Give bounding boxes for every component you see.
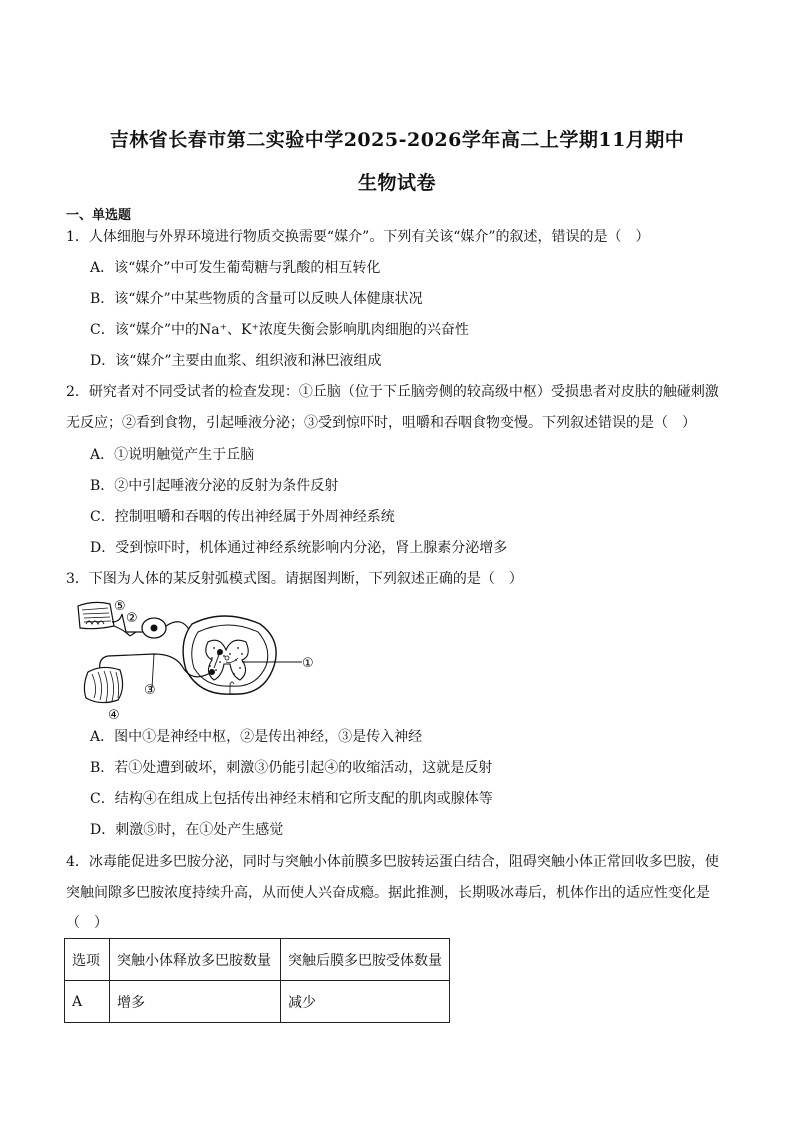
question-1-option-c: C．该“媒介”中的Na⁺、K⁺浓度失衡会影响肌肉细胞的兴奋性	[90, 322, 469, 338]
label-2: ②	[126, 611, 138, 626]
question-4-stem-line2: 突触间隙多巴胺浓度持续升高，从而使人兴奋成瘾。据此推测，长期吸冰毒后，机体作出的适应性变化是	[66, 885, 710, 901]
table-cell: 减少	[281, 981, 450, 1023]
exam-title: 吉林省长春市第二实验中学2025-2026学年高二上学期11月期中	[109, 129, 685, 151]
table-cell: A	[65, 981, 110, 1023]
question-3-option-c: C．结构④在组成上包括传出神经末梢和它所支配的肌肉或腺体等	[90, 791, 493, 807]
exam-subtitle: 生物试卷	[357, 172, 436, 194]
table-header-cell: 突触小体释放多巴胺数量	[110, 939, 281, 981]
spinal-cord-drawing	[183, 616, 276, 694]
table-row	[65, 981, 450, 1023]
question-1-option-d: D．该“媒介”主要由血浆、组织液和淋巴液组成	[90, 353, 382, 369]
question-4-table	[64, 938, 450, 1023]
question-2-option-d: D．受到惊吓时，机体通过神经系统影响内分泌，肾上腺素分泌增多	[90, 540, 508, 556]
question-2-stem-line1: 2．研究者对不同受试者的检查发现：①丘脑（位于下丘脑旁侧的较高级中枢）受损患者对皮肤的触碰刺激	[66, 384, 719, 400]
table-cell: 增多	[110, 981, 281, 1023]
label-4: ④	[108, 708, 120, 722]
label-5: ⑤	[114, 599, 126, 614]
question-3-option-a: A．图中①是神经中枢，②是传出神经，③是传入神经	[90, 729, 423, 745]
table-header-cell: 选项	[65, 939, 110, 981]
question-4-stem-line3: （ ）	[66, 915, 108, 931]
question-2-option-a: A．①说明触觉产生于丘脑	[90, 447, 255, 463]
question-3-option-b: B．若①处遭到破坏，刺激③仍能引起④的收缩活动，这就是反射	[90, 760, 493, 776]
question-2-option-b: B．②中引起唾液分泌的反射为条件反射	[90, 478, 339, 494]
question-1-option-a: A．该“媒介”中可发生葡萄糖与乳酸的相互转化	[90, 260, 381, 276]
question-2-stem-line2: 无反应；②看到食物，引起唾液分泌；③受到惊吓时，咀嚼和吞咽食物变慢。下列叙述错误的是（ ）	[66, 415, 696, 431]
question-3-stem: 3．下图为人体的某反射弧模式图。请据图判断，下列叙述正确的是（ ）	[66, 571, 523, 587]
effector-muscle-drawing	[84, 667, 122, 702]
table-header-cell: 突触后膜多巴胺受体数量	[281, 939, 450, 981]
label-1: ①	[302, 656, 314, 671]
question-2-option-c: C．控制咀嚼和吞咽的传出神经属于外周神经系统	[90, 509, 395, 525]
question-1-stem: 1．人体细胞与外界环境进行物质交换需要“媒介”。下列有关该“媒介”的叙述，错误的是（ ）	[66, 229, 650, 245]
table-header-row	[65, 939, 450, 981]
question-4-stem-line1: 4．冰毒能促进多巴胺分泌，同时与突触小体前膜多巴胺转运蛋白结合，阻碍突触小体正常回收多巴胺，使	[66, 854, 719, 870]
receptor-skin-drawing	[78, 602, 114, 628]
question-3-option-d: D．刺激⑤时，在①处产生感觉	[90, 822, 284, 838]
section-heading: 一、单选题	[66, 208, 132, 223]
label-3: ③	[144, 683, 156, 698]
reflex-arc-figure	[74, 596, 324, 722]
question-1-option-b: B．该“媒介”中某些物质的含量可以反映人体健康状况	[90, 291, 423, 307]
